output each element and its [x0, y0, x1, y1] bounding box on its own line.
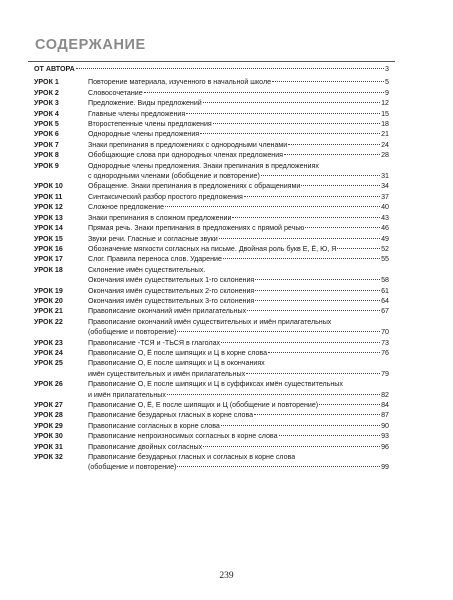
- lesson-label: УРОК 6: [34, 130, 59, 139]
- toc-entry: [34, 77, 389, 87]
- lesson-label: УРОК 30: [34, 432, 63, 441]
- dot-leader: [244, 196, 380, 197]
- entry-title-line: Обобщающие слова при однородных членах предложения: [88, 151, 284, 160]
- entry-page-number: 76: [381, 348, 389, 357]
- title-divider: [28, 61, 395, 62]
- lesson-label: УРОК 9: [34, 161, 59, 170]
- toc-entry: [34, 431, 389, 441]
- lesson-label: УРОК 4: [34, 109, 59, 118]
- lesson-label: УРОК 8: [34, 151, 59, 160]
- entry-title-line: Правописание окончаний имён прилагательных: [88, 307, 247, 316]
- entry-title-line: Прямая речь. Знаки препинания в предложениях с прямой речью: [88, 224, 305, 233]
- dot-leader: [232, 217, 380, 218]
- dot-leader: [246, 373, 380, 374]
- entry-page-number: 87: [381, 411, 389, 420]
- entry-title-line: имён существительных и имён прилагательных: [88, 369, 246, 378]
- toc-entry: [34, 317, 389, 338]
- entry-title-line: Правописание двойных согласных: [88, 442, 203, 451]
- entry-page-number: 52: [381, 244, 389, 253]
- entry-title-line: Правописание непроизносимых согласных в корне слова: [88, 432, 278, 441]
- entry-page-number: 70: [381, 328, 389, 337]
- toc-entry: [34, 109, 389, 119]
- toc-entry: [34, 265, 389, 286]
- entry-title-line: Словосочетание: [88, 88, 143, 97]
- dot-leader: [319, 404, 380, 405]
- lesson-label: УРОК 10: [34, 182, 63, 191]
- entry-title-line: Правописание О, Ё после шипящих и Ц в корне слова: [88, 348, 268, 357]
- entry-page-number: 93: [381, 432, 389, 441]
- entry-title-line: Правописание согласных в корне слова: [88, 421, 220, 430]
- entry-title-line: Правописание безударных гласных в корне слова: [88, 411, 254, 420]
- toc-entry: [34, 98, 389, 108]
- entry-title-line: Главные члены предложения: [88, 109, 186, 118]
- dot-leader: [223, 258, 380, 259]
- toc-entry: [34, 119, 389, 129]
- lesson-label: УРОК 15: [34, 234, 63, 243]
- entry-title-line: ОТ АВТОРА: [34, 65, 75, 73]
- dot-leader: [213, 123, 380, 124]
- entry-title-line: (обобщение и повторение): [88, 463, 177, 472]
- dot-leader: [337, 248, 380, 249]
- dot-leader: [144, 92, 384, 93]
- entry-page-number: 40: [381, 203, 389, 212]
- lesson-label: УРОК 7: [34, 140, 59, 149]
- entry-page-number: 37: [381, 192, 389, 201]
- lesson-label: УРОК 25: [34, 359, 63, 368]
- entry-title-line: Второстепенные члены предложения: [88, 120, 212, 129]
- lesson-label: УРОК 27: [34, 401, 63, 409]
- lesson-label: УРОК 23: [34, 338, 63, 347]
- dot-leader: [221, 342, 380, 343]
- toc-entry: [34, 358, 389, 379]
- entry-title-line: (обобщение и повторение): [88, 328, 177, 337]
- entry-page-number: 46: [381, 224, 389, 233]
- toc-entry: [34, 181, 389, 191]
- entry-page-number: 58: [381, 276, 389, 285]
- entry-page-number: 99: [381, 463, 389, 472]
- entry-page-number: 24: [381, 140, 389, 149]
- dot-leader: [186, 113, 380, 114]
- toc-entry: [34, 452, 389, 473]
- lesson-label: УРОК 20: [34, 296, 63, 305]
- lesson-label: УРОК 31: [34, 442, 63, 451]
- entry-title-line: Окончания имён существительных 1-го склонения: [88, 276, 255, 285]
- entry-page-number: 31: [381, 172, 389, 181]
- dot-leader: [203, 102, 380, 103]
- entry-title-line: Правописание -ТСЯ и -ТЬСЯ в глаголах: [88, 338, 221, 347]
- lesson-label: УРОК 16: [34, 244, 63, 253]
- lesson-label: УРОК 18: [34, 265, 63, 274]
- dot-leader: [301, 185, 380, 186]
- toc-entry: [34, 213, 389, 223]
- entry-title-line: Однородные члены предложения. Знаки препинания в предложениях: [88, 161, 319, 170]
- entry-page-number: 67: [381, 307, 389, 316]
- entry-page-number: 96: [381, 442, 389, 451]
- toc-entry: [34, 150, 389, 160]
- toc-entry: [34, 400, 389, 410]
- entry-title-line: Обозначение мягкости согласных на письме. Двойная роль букв Е, Ё, Ю, Я: [88, 244, 337, 253]
- toc-entry: [34, 244, 389, 254]
- entry-title-line: Правописание окончаний имён существительных и имён прилагательных: [88, 317, 332, 326]
- dot-leader: [76, 68, 384, 69]
- lesson-label: УРОК 13: [34, 213, 63, 222]
- entry-page-number: 90: [381, 421, 389, 430]
- toc-entry: [34, 202, 389, 212]
- entry-page-number: 43: [381, 213, 389, 222]
- entry-page-number: 5: [385, 78, 389, 87]
- toc-entry: [34, 286, 389, 296]
- toc-entry: [34, 410, 389, 420]
- toc-entry: [34, 296, 389, 306]
- toc-entry: [34, 64, 389, 74]
- dot-leader: [254, 414, 380, 415]
- entry-title-line: Склонение имён существительных.: [88, 265, 206, 274]
- dot-leader: [200, 133, 380, 134]
- lesson-label: УРОК 17: [34, 255, 63, 264]
- entry-title-line: Правописание О, Ё, Е после шипящих и Ц (обобщение и повторение): [88, 401, 319, 409]
- entry-title-line: Обращение. Знаки препинания в предложениях с обращениями: [88, 182, 301, 191]
- lesson-label: УРОК 3: [34, 99, 59, 108]
- entry-title-line: Правописание О, Е после шипящих и Ц в окончаниях: [88, 359, 265, 368]
- lesson-label: УРОК 22: [34, 317, 63, 326]
- entry-title-line: Знаки препинания в предложениях с однородными членами: [88, 140, 288, 149]
- toc-entry: [34, 161, 389, 182]
- toc-entry: [34, 442, 389, 452]
- toc-entry: [34, 348, 389, 358]
- lesson-label: УРОК 5: [34, 120, 59, 129]
- toc-entry: [34, 192, 389, 202]
- table-of-contents: [34, 64, 389, 473]
- lesson-label: УРОК 1: [34, 78, 59, 87]
- toc-entry: [34, 421, 389, 431]
- entry-page-number: 28: [381, 151, 389, 160]
- dot-leader: [165, 206, 380, 207]
- dot-leader: [219, 238, 380, 239]
- toc-entry: [34, 88, 389, 98]
- entry-page-number: 61: [381, 286, 389, 295]
- lesson-label: УРОК 19: [34, 286, 63, 295]
- dot-leader: [268, 352, 380, 353]
- entry-title-line: и имён прилагательных: [88, 390, 166, 399]
- entry-title-line: Звуки речи. Гласные и согласные звуки: [88, 234, 218, 243]
- entry-page-number: 49: [381, 234, 389, 243]
- entry-title-line: Правописание О, Е после шипящих и Ц в суффиксах имён существительных: [88, 380, 343, 389]
- toc-entry: [34, 234, 389, 244]
- dot-leader: [177, 466, 380, 467]
- entry-page-number: 12: [381, 99, 389, 108]
- lesson-label: УРОК 32: [34, 453, 63, 462]
- toc-entry: [34, 223, 389, 233]
- entry-title-line: Предложение. Виды предложений: [88, 99, 202, 108]
- dot-leader: [247, 310, 380, 311]
- dot-leader: [255, 300, 380, 301]
- dot-leader: [279, 435, 381, 436]
- toc-entry: [34, 129, 389, 139]
- entry-title-line: Сложное предложение: [88, 203, 165, 212]
- entry-page-number: 82: [381, 390, 389, 399]
- entry-page-number: 21: [381, 130, 389, 139]
- toc-entry: [34, 379, 389, 400]
- lesson-label: УРОК 21: [34, 307, 63, 316]
- toc-entry: [34, 254, 389, 264]
- dot-leader: [284, 154, 380, 155]
- toc-entry: [34, 306, 389, 316]
- lesson-label: УРОК 2: [34, 88, 59, 97]
- lesson-label: УРОК 29: [34, 421, 63, 430]
- dot-leader: [272, 81, 384, 82]
- entry-page-number: 3: [385, 65, 389, 73]
- entry-page-number: 84: [381, 401, 389, 409]
- entry-title-line: Слог. Правила переноса слов. Ударение: [88, 255, 222, 264]
- dot-leader: [288, 144, 380, 145]
- entry-page-number: 64: [381, 296, 389, 305]
- dot-leader: [305, 227, 380, 228]
- dot-leader: [177, 331, 380, 332]
- dot-leader: [203, 446, 380, 447]
- dot-leader: [255, 290, 380, 291]
- dot-leader: [167, 394, 380, 395]
- lesson-label: УРОК 11: [34, 192, 63, 201]
- entry-page-number: 18: [381, 120, 389, 129]
- entry-title-line: Окончания имён существительных 2-го склонения: [88, 286, 255, 295]
- page-number: 239: [219, 571, 234, 581]
- entry-title-line: Знаки препинания в сложном предложении: [88, 213, 232, 222]
- entry-page-number: 55: [381, 255, 389, 264]
- entry-title-line: Правописание безударных гласных и согласных в корне слова: [88, 453, 296, 462]
- toc-entry: [34, 140, 389, 150]
- lesson-label: УРОК 26: [34, 380, 63, 389]
- dot-leader: [255, 279, 380, 280]
- entry-page-number: 73: [381, 338, 389, 347]
- entry-title-line: Синтаксический разбор простого предложения: [88, 192, 243, 201]
- entry-title-line: Однородные члены предложения: [88, 130, 200, 139]
- lesson-label: УРОК 14: [34, 224, 63, 233]
- entry-title-line: Повторение материала, изученного в начальной школе: [88, 78, 272, 87]
- entry-page-number: 34: [381, 182, 389, 191]
- entry-title-line: Окончания имён существительных 3-го склонения: [88, 296, 255, 305]
- entry-page-number: 9: [385, 88, 389, 97]
- lesson-label: УРОК 12: [34, 203, 63, 212]
- entry-page-number: 15: [381, 109, 389, 118]
- page-title: СОДЕРЖАНИЕ: [35, 37, 146, 53]
- dot-leader: [261, 175, 380, 176]
- entry-page-number: 79: [381, 369, 389, 378]
- lesson-label: УРОК 24: [34, 348, 63, 357]
- entry-title-line: с однородными членами (обобщение и повторение): [88, 172, 260, 181]
- toc-entry: [34, 338, 389, 348]
- dot-leader: [221, 425, 380, 426]
- lesson-label: УРОК 28: [34, 411, 63, 420]
